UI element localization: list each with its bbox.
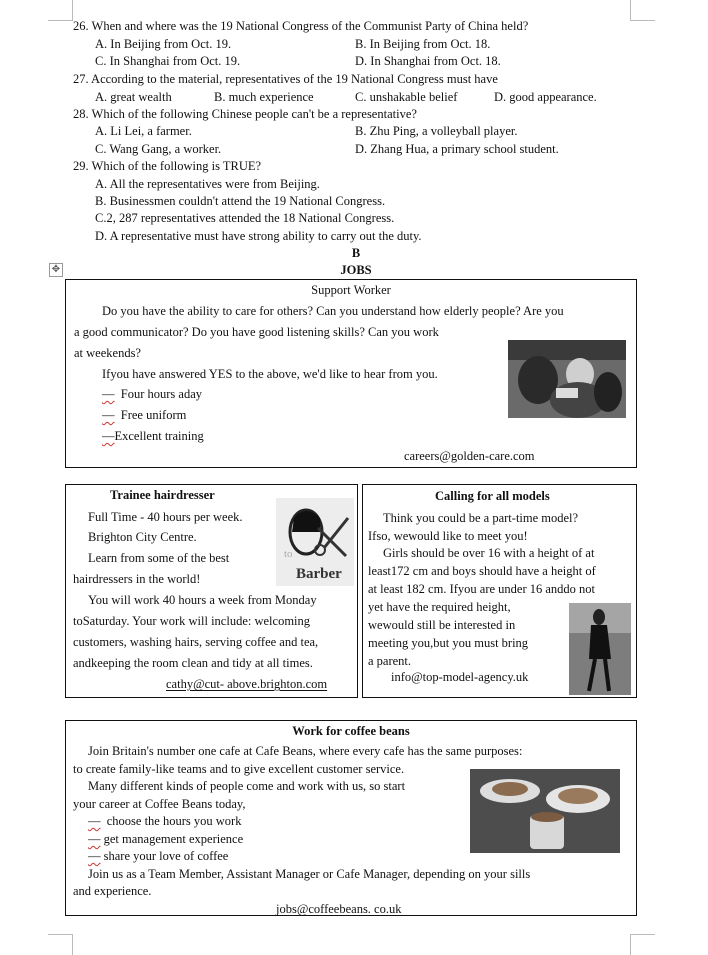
question-28: 28. Which of the following Chinese people can't be a representative? bbox=[73, 107, 417, 121]
option-26c: C. In Shanghai from Oct. 19. bbox=[95, 54, 241, 68]
section-title: JOBS bbox=[340, 263, 372, 277]
hair-line-5: You will work 40 hours a week from Monday bbox=[88, 593, 317, 607]
models-line-2: Ifso, wewould like to meet you! bbox=[368, 529, 528, 543]
coffee-closing-1: Join us as a Team Member, Assistant Manager or Cafe Manager, depending on your sills bbox=[88, 867, 531, 881]
hair-email: cathy@cut- above.brighton.com bbox=[166, 677, 328, 691]
support-bullet: —Excellent training bbox=[102, 429, 204, 443]
hair-line-1: Full Time - 40 hours per week. bbox=[88, 510, 243, 524]
coffee-closing-2: and experience. bbox=[73, 884, 152, 898]
model-photo bbox=[569, 603, 631, 695]
models-line-6: yet have the required height, bbox=[368, 600, 511, 614]
hair-line-3: Learn from some of the best bbox=[88, 551, 230, 565]
elderly-care-image bbox=[508, 340, 626, 418]
option-26b: B. In Beijing from Oct. 18. bbox=[355, 37, 491, 51]
page-corner-mark bbox=[630, 934, 655, 955]
support-line-2: a good communicator? Do you have good listening skills? Can you work bbox=[74, 325, 439, 339]
option-27d: D. good appearance. bbox=[494, 90, 597, 104]
page-corner-mark bbox=[48, 934, 73, 955]
models-line-9: a parent. bbox=[368, 654, 412, 668]
support-photo bbox=[508, 340, 626, 418]
support-worker-ad bbox=[65, 279, 637, 468]
hair-line-4: hairdressers in the world! bbox=[73, 572, 201, 586]
models-line-3: Girls should be over 16 with a height of at bbox=[383, 546, 595, 560]
models-line-8: meeting you,but you must bring bbox=[368, 636, 529, 650]
models-ad bbox=[362, 484, 637, 698]
coffee-bullet: — get management experience bbox=[88, 832, 244, 846]
support-line-4: Ifyou have answered YES to the above, we'd like to hear from you. bbox=[102, 367, 438, 381]
models-line-4: least172 cm and boys should have a height of bbox=[368, 564, 596, 578]
barber-logo bbox=[276, 498, 354, 586]
support-line-3: at weekends? bbox=[74, 346, 141, 360]
coffee-title: Work for coffee beans bbox=[292, 724, 410, 738]
hair-line-7: customers, washing hairs, serving coffee and tea, bbox=[73, 635, 319, 649]
option-28c: C. Wang Gang, a worker. bbox=[95, 142, 222, 156]
hair-title: Trainee hairdresser bbox=[110, 488, 215, 502]
coffee-line-1: Join Britain's number one cafe at Cafe Beans, where every cafe has the same purposes: bbox=[88, 744, 523, 758]
barber-logo-text: Barber bbox=[296, 566, 342, 582]
option-29b: B. Businessmen couldn't attend the 19 National Congress. bbox=[95, 194, 386, 208]
option-26d: D. In Shanghai from Oct. 18. bbox=[355, 54, 501, 68]
coffee-bullet: — choose the hours you work bbox=[88, 814, 242, 828]
support-email: careers@golden-care.com bbox=[404, 449, 535, 463]
question-26: 26. When and where was the 19 National Congress of the Communist Party of China held? bbox=[73, 19, 529, 33]
coffee-line-2: to create family-like teams and to give excellent customer service. bbox=[73, 762, 405, 776]
models-line-5: at least 182 cm. Ifyou are under 16 anddo not bbox=[368, 582, 596, 596]
option-29c: C.2, 287 representatives attended the 18 National Congress. bbox=[95, 211, 395, 225]
option-27c: C. unshakable belief bbox=[355, 90, 458, 104]
hairdresser-ad bbox=[65, 484, 358, 698]
models-line-7: wewould still be interested in bbox=[368, 618, 516, 632]
support-title: Support Worker bbox=[311, 283, 391, 297]
coffee-photo bbox=[470, 769, 620, 853]
option-28a: A. Li Lei, a farmer. bbox=[95, 124, 192, 138]
model-figure-image bbox=[569, 603, 631, 695]
option-29a: A. All the representatives were from Beijing. bbox=[95, 177, 320, 191]
hair-line-6: toSaturday. Your work will include: welcoming bbox=[73, 614, 311, 628]
support-bullet: — Free uniform bbox=[102, 408, 187, 422]
coffee-email: jobs@coffeebeans. co.uk bbox=[276, 902, 402, 916]
models-line-1: Think you could be a part-time model? bbox=[383, 511, 579, 525]
table-move-handle-icon[interactable]: ✥ bbox=[49, 263, 63, 277]
page-corner-mark bbox=[630, 0, 655, 21]
option-26a: A. In Beijing from Oct. 19. bbox=[95, 37, 232, 51]
option-27a: A. great wealth bbox=[95, 90, 172, 104]
support-line-1: Do you have the ability to care for others? Can you understand how elderly people? Are you bbox=[102, 304, 564, 318]
section-letter: B bbox=[351, 246, 361, 260]
question-27: 27. According to the material, representatives of the 19 National Congress must have bbox=[73, 72, 498, 86]
option-27b: B. much experience bbox=[214, 90, 314, 104]
support-bullet: — Four hours aday bbox=[102, 387, 202, 401]
option-29d: D. A representative must have strong ability to carry out the duty. bbox=[95, 229, 422, 243]
hair-line-2: Brighton City Centre. bbox=[88, 530, 197, 544]
coffee-ad bbox=[65, 720, 637, 916]
coffee-line-4: your career at Coffee Beans today, bbox=[73, 797, 246, 811]
models-email: info@top-model-agency.uk bbox=[391, 670, 529, 684]
question-29: 29. Which of the following is TRUE? bbox=[73, 159, 262, 173]
coffee-line-3: Many different kinds of people come and work with us, so start bbox=[88, 779, 406, 793]
hair-line-8: andkeeping the room clean and tidy at all times. bbox=[73, 656, 313, 670]
page-corner-mark bbox=[48, 0, 73, 21]
models-title: Calling for all models bbox=[435, 489, 550, 503]
option-28d: D. Zhang Hua, a primary school student. bbox=[355, 142, 559, 156]
coffee-cups-image bbox=[470, 769, 620, 853]
coffee-bullet: — share your love of coffee bbox=[88, 849, 229, 863]
barber-logo-faint: to bbox=[284, 548, 293, 560]
option-28b: B. Zhu Ping, a volleyball player. bbox=[355, 124, 518, 138]
